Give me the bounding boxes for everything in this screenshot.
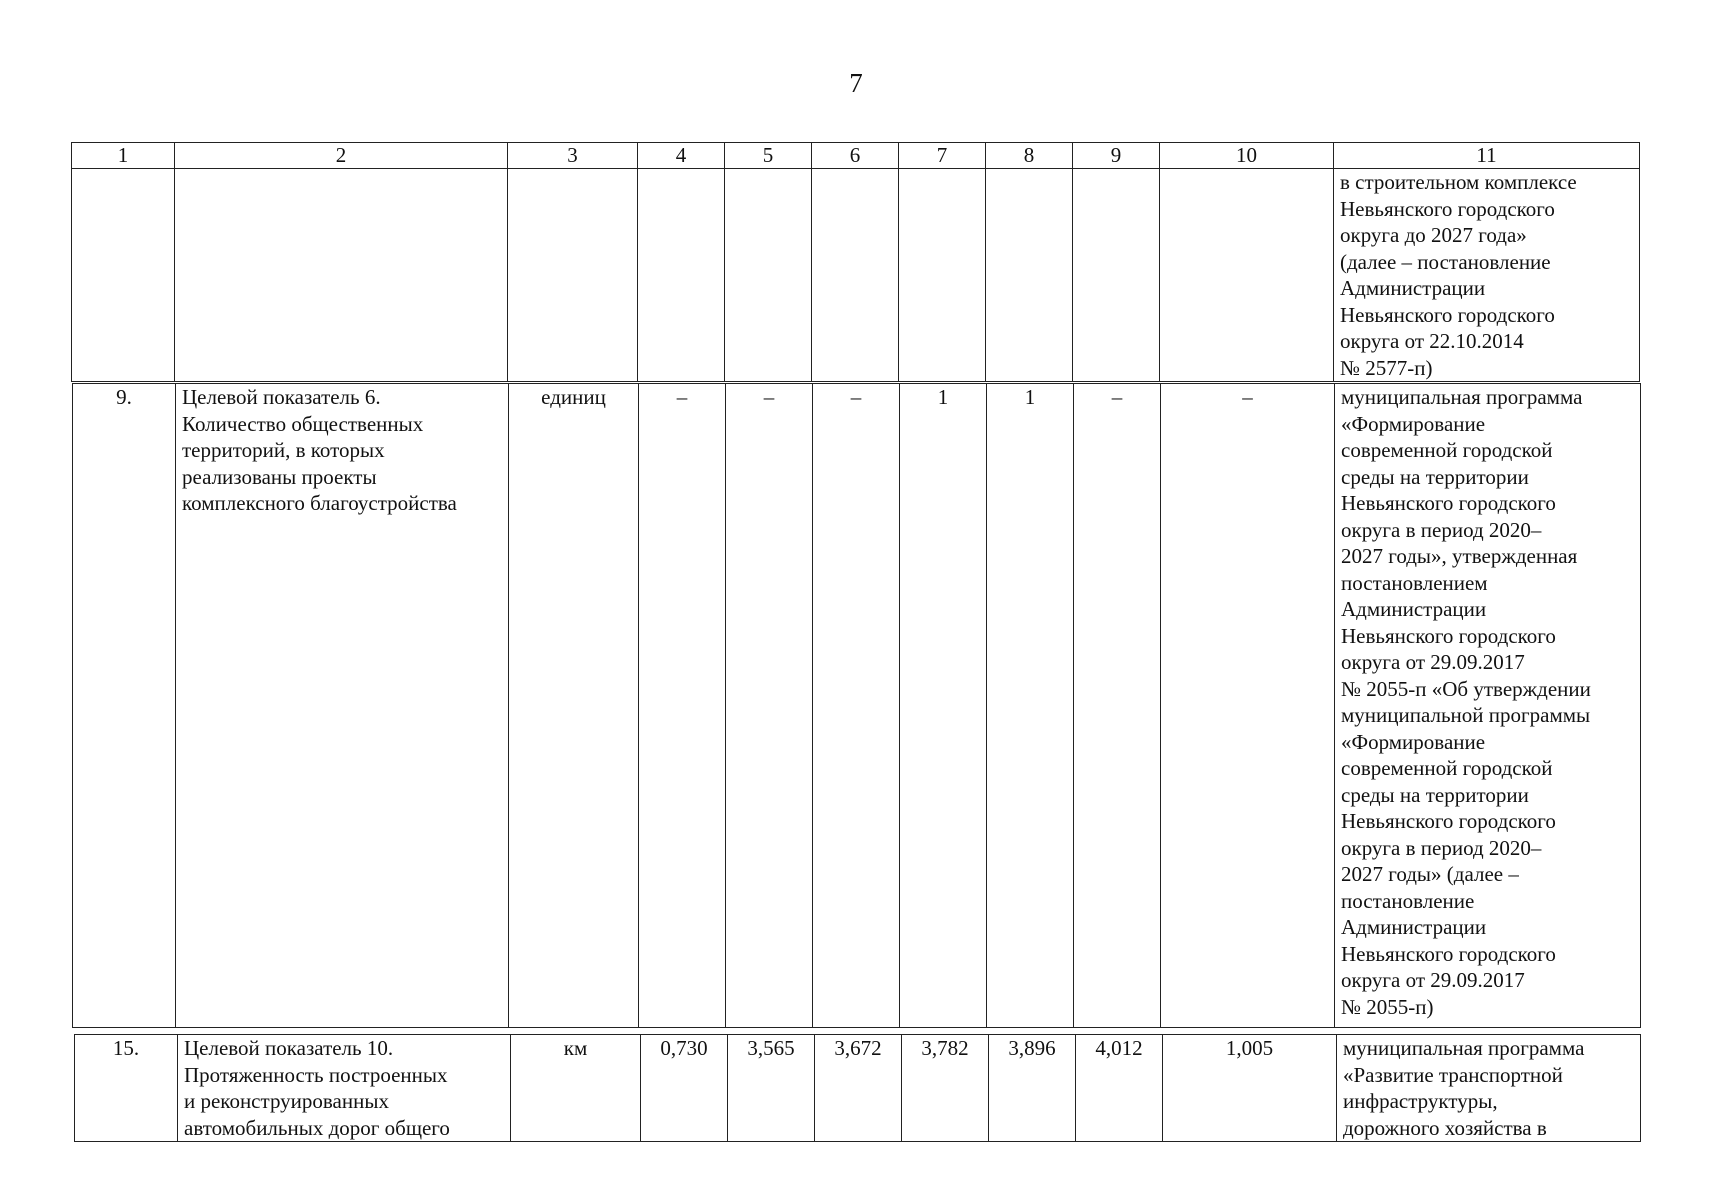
program-line: среды на территории [1341,464,1529,489]
program-line: округа от 22.10.2014 [1340,329,1524,353]
program-line: современной городской [1341,756,1553,780]
indicator-line: Целевой показатель 6. [182,385,381,409]
value-cell [638,169,725,382]
indicator-line: автомобильных дорог общего [184,1115,450,1140]
value-cell: – [1161,384,1335,1028]
indicator-line: Целевой показатель 10. [184,1036,394,1060]
value-cell [812,169,899,382]
program-line: № 2055-п) [1341,994,1434,1019]
indicator-line: реализованы проекты [182,464,377,489]
program-line: № 2055-п «Об утверждении [1341,676,1591,701]
value-cell: 1 [987,384,1074,1028]
program-line: Невьянского городского [1341,491,1556,515]
indicator-line: и реконструированных [184,1089,389,1113]
value-cell: – [639,384,726,1028]
indicator-cell [178,1035,511,1142]
value-cell: 0,730 [641,1035,728,1142]
column-number: 8 [986,143,1073,169]
program-line: «Формирование [1341,729,1486,754]
program-line: Невьянского городского [1341,809,1556,833]
column-number: 11 [1334,143,1640,169]
indicator-cell [175,169,508,382]
program-line: современной городской [1341,438,1553,462]
value-cell: 3,672 [815,1035,902,1142]
indicator-line: Протяженность построенных [184,1062,448,1087]
value-cell: 1,005 [1163,1035,1337,1142]
program-line: муниципальной программы [1341,703,1591,727]
value-cell: 1 [900,384,987,1028]
program-cell [1334,169,1640,382]
program-line: № 2577-п) [1340,355,1433,380]
program-line: округа в период 2020– [1341,835,1542,860]
unit-cell: км [511,1035,641,1142]
column-number: 1 [72,143,175,169]
value-cell: 4,012 [1076,1035,1163,1142]
program-line: округа от 29.09.2017 [1341,968,1525,992]
column-number: 3 [508,143,638,169]
row-number-cell: 15. [75,1035,178,1142]
value-cell: 3,896 [989,1035,1076,1142]
value-cell: – [726,384,813,1028]
column-number: 5 [725,143,812,169]
program-line: округа от 29.09.2017 [1341,650,1525,674]
value-cell: 3,565 [728,1035,815,1142]
program-line: Администрации [1341,915,1487,939]
program-line: Невьянского городского [1341,623,1556,648]
program-line: Администрации [1341,597,1487,621]
program-cell [1335,384,1641,1028]
unit-cell [508,169,638,382]
program-line: инфраструктуры, [1343,1089,1498,1113]
program-line: «Формирование [1341,411,1486,436]
program-line: округа в период 2020– [1341,517,1542,542]
program-line: Невьянского городского [1341,941,1556,966]
program-line: Администрации [1340,276,1486,300]
program-line: дорожного хозяйства в [1343,1115,1547,1140]
value-cell [725,169,812,382]
program-line: округа до 2027 года» [1340,223,1527,247]
value-cell: 3,782 [902,1035,989,1142]
unit-cell: единиц [509,384,639,1028]
value-cell [1160,169,1334,382]
page-number: 7 [849,68,863,98]
value-cell: – [813,384,900,1028]
column-number: 10 [1160,143,1334,169]
program-line: муниципальная программа [1341,385,1583,409]
indicator-line: комплексного благоустройства [182,491,457,515]
program-line: в строительном комплексе [1340,170,1577,194]
program-line: 2027 годы» (далее – [1341,862,1519,886]
value-cell [1073,169,1160,382]
table-row-continuation [72,169,1640,382]
value-cell: – [1074,384,1161,1028]
column-number: 9 [1073,143,1160,169]
row-number-cell [72,169,175,382]
column-number: 4 [638,143,725,169]
program-line: Невьянского городского [1340,196,1555,221]
program-line: постановлением [1341,570,1488,595]
indicator-line: территорий, в которых [182,438,385,462]
program-line: среды на территории [1341,782,1529,807]
column-number: 6 [812,143,899,169]
table-row [73,384,1641,1028]
table-fragment-top [71,142,1640,382]
value-cell [899,169,986,382]
program-line: Невьянского городского [1340,302,1555,327]
column-header-row [72,143,1640,169]
program-line: постановление [1341,888,1475,913]
table-fragment-row9 [72,383,1641,1028]
column-number: 7 [899,143,986,169]
program-line: (далее – постановление [1340,249,1551,274]
value-cell [986,169,1073,382]
program-line: 2027 годы», утвержденная [1341,544,1578,568]
indicator-cell [176,384,509,1028]
row-number-cell: 9. [73,384,176,1028]
program-line: «Развитие транспортной [1343,1062,1563,1087]
program-line: муниципальная программа [1343,1036,1585,1060]
column-number: 2 [175,143,508,169]
table-fragment-row15 [74,1034,1641,1142]
program-cell [1337,1035,1641,1142]
indicator-line: Количество общественных [182,411,424,436]
table-row [75,1035,1641,1142]
